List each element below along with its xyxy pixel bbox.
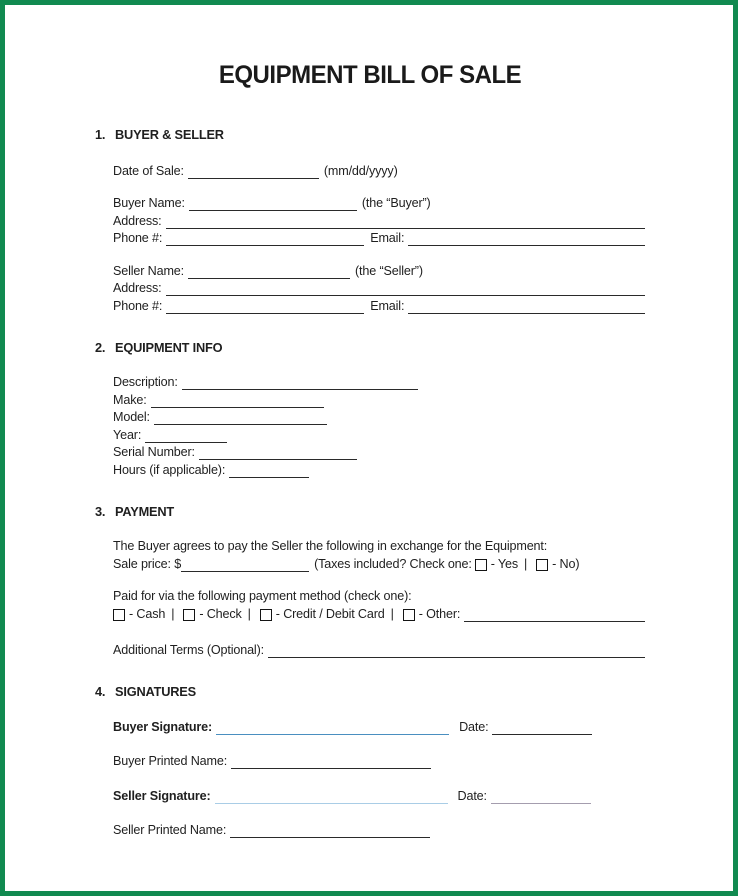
model-field[interactable] bbox=[154, 411, 327, 425]
seller-name-label: Seller Name: bbox=[113, 263, 184, 278]
method-cash-checkbox[interactable] bbox=[113, 609, 125, 621]
seller-printed-name-row bbox=[113, 821, 645, 839]
make-row bbox=[113, 390, 645, 408]
seller-address-label: Address: bbox=[113, 281, 162, 295]
taxes-yes-label: - Yes bbox=[490, 556, 518, 571]
seller-signature-field[interactable] bbox=[215, 790, 448, 804]
seller-phone-email-row bbox=[113, 296, 645, 314]
section-heading-equipment-info bbox=[95, 340, 645, 355]
serial-number-label: Serial Number: bbox=[113, 445, 195, 459]
taxes-no-label: - No) bbox=[552, 556, 580, 571]
hours-row bbox=[113, 460, 645, 478]
year-row bbox=[113, 425, 645, 443]
buyer-printed-name-row bbox=[113, 752, 645, 770]
buyer-address-field[interactable] bbox=[166, 215, 646, 229]
seller-phone-label: Phone #: bbox=[113, 298, 163, 313]
buyer-printed-name-label: Buyer Printed Name: bbox=[113, 754, 228, 768]
payment-method-intro: Paid for via the following payment method (check one): bbox=[113, 589, 412, 603]
method-card-label: - Credit / Debit Card bbox=[275, 606, 385, 621]
seller-printed-name-label: Seller Printed Name: bbox=[113, 823, 227, 837]
separator: | bbox=[247, 606, 251, 621]
sale-price-field[interactable] bbox=[181, 558, 309, 572]
section-title: BUYER & SELLER bbox=[115, 127, 224, 142]
payment-intro: The Buyer agrees to pay the Seller the following in exchange for the Equipment: bbox=[113, 539, 548, 553]
buyer-email-field[interactable] bbox=[408, 232, 645, 246]
buyer-phone-label: Phone #: bbox=[113, 231, 163, 245]
section-heading-payment bbox=[95, 504, 645, 519]
separator: | bbox=[171, 606, 175, 621]
method-card-checkbox[interactable] bbox=[260, 609, 272, 621]
section-title: PAYMENT bbox=[115, 503, 175, 519]
serial-number-row bbox=[113, 443, 645, 461]
serial-number-field[interactable] bbox=[199, 446, 357, 460]
payment-method-row bbox=[113, 604, 645, 622]
hours-field[interactable] bbox=[229, 464, 309, 478]
method-cash-label: - Cash bbox=[129, 606, 166, 621]
taxes-question: (Taxes included? Check one: bbox=[314, 556, 472, 571]
section-heading-signatures bbox=[95, 684, 645, 699]
seller-printed-name-field[interactable] bbox=[230, 824, 430, 838]
seller-designation: (the “Seller”) bbox=[355, 263, 423, 278]
seller-name-field[interactable] bbox=[188, 265, 350, 279]
buyer-name-label: Buyer Name: bbox=[113, 196, 185, 210]
separator: | bbox=[390, 606, 394, 621]
additional-terms-label: Additional Terms (Optional): bbox=[113, 643, 264, 657]
section-number: 2. bbox=[95, 339, 106, 355]
seller-date-field[interactable] bbox=[491, 790, 591, 804]
taxes-yes-checkbox[interactable] bbox=[475, 559, 487, 571]
buyer-signature-field[interactable] bbox=[216, 721, 449, 735]
year-label: Year: bbox=[113, 427, 142, 442]
buyer-phone-email-row bbox=[113, 229, 645, 247]
buyer-name-row bbox=[113, 194, 645, 212]
additional-terms-row bbox=[113, 641, 645, 659]
seller-name-row bbox=[113, 261, 645, 279]
make-field[interactable] bbox=[151, 394, 324, 408]
method-other-checkbox[interactable] bbox=[403, 609, 415, 621]
seller-email-label: Email: bbox=[370, 298, 405, 313]
buyer-designation: (the “Buyer”) bbox=[361, 196, 431, 210]
description-label: Description: bbox=[113, 375, 178, 389]
description-field[interactable] bbox=[182, 376, 418, 390]
buyer-date-label: Date: bbox=[459, 719, 489, 734]
seller-signature-row bbox=[113, 786, 645, 804]
date-of-sale-field[interactable] bbox=[188, 165, 319, 179]
method-check-checkbox[interactable] bbox=[183, 609, 195, 621]
page-title: EQUIPMENT BILL OF SALE bbox=[218, 61, 522, 89]
sale-price-row bbox=[113, 554, 645, 572]
buyer-signature-label: Buyer Signature: bbox=[113, 719, 213, 734]
seller-address-field[interactable] bbox=[166, 282, 646, 296]
year-field[interactable] bbox=[145, 429, 227, 443]
section-heading-buyer-seller bbox=[95, 127, 645, 142]
separator: | bbox=[524, 556, 528, 571]
date-format-hint: (mm/dd/yyyy) bbox=[323, 163, 398, 178]
model-label: Model: bbox=[113, 410, 150, 424]
section-number: 1. bbox=[95, 127, 106, 142]
date-of-sale-label: Date of Sale: bbox=[113, 163, 184, 178]
method-other-label: - Other: bbox=[418, 606, 461, 621]
date-of-sale-row bbox=[113, 161, 645, 179]
buyer-address-row bbox=[113, 211, 645, 229]
seller-email-field[interactable] bbox=[408, 300, 645, 314]
buyer-phone-field[interactable] bbox=[166, 232, 364, 246]
payment-intro-row bbox=[113, 537, 645, 555]
buyer-email-label: Email: bbox=[370, 231, 405, 245]
buyer-date-field[interactable] bbox=[492, 721, 592, 735]
seller-date-label: Date: bbox=[457, 788, 487, 803]
buyer-name-field[interactable] bbox=[189, 197, 357, 211]
model-row bbox=[113, 408, 645, 426]
additional-terms-field[interactable] bbox=[268, 644, 645, 658]
seller-phone-field[interactable] bbox=[166, 300, 364, 314]
sale-price-label: Sale price: $ bbox=[113, 556, 182, 571]
section-title: SIGNATURES bbox=[115, 684, 196, 699]
payment-method-intro-row bbox=[113, 587, 645, 605]
make-label: Make: bbox=[113, 392, 147, 407]
section-number: 4. bbox=[95, 684, 106, 699]
buyer-signature-row bbox=[113, 717, 645, 735]
hours-label: Hours (if applicable): bbox=[113, 462, 226, 477]
section-title: EQUIPMENT INFO bbox=[115, 339, 223, 355]
seller-signature-label: Seller Signature: bbox=[113, 788, 211, 803]
buyer-address-label: Address: bbox=[113, 213, 162, 228]
method-other-field[interactable] bbox=[464, 608, 645, 622]
taxes-no-checkbox[interactable] bbox=[536, 559, 548, 571]
section-number: 3. bbox=[95, 503, 106, 519]
method-check-label: - Check bbox=[199, 606, 242, 621]
buyer-printed-name-field[interactable] bbox=[231, 755, 431, 769]
description-row bbox=[113, 373, 645, 391]
seller-address-row bbox=[113, 279, 645, 297]
